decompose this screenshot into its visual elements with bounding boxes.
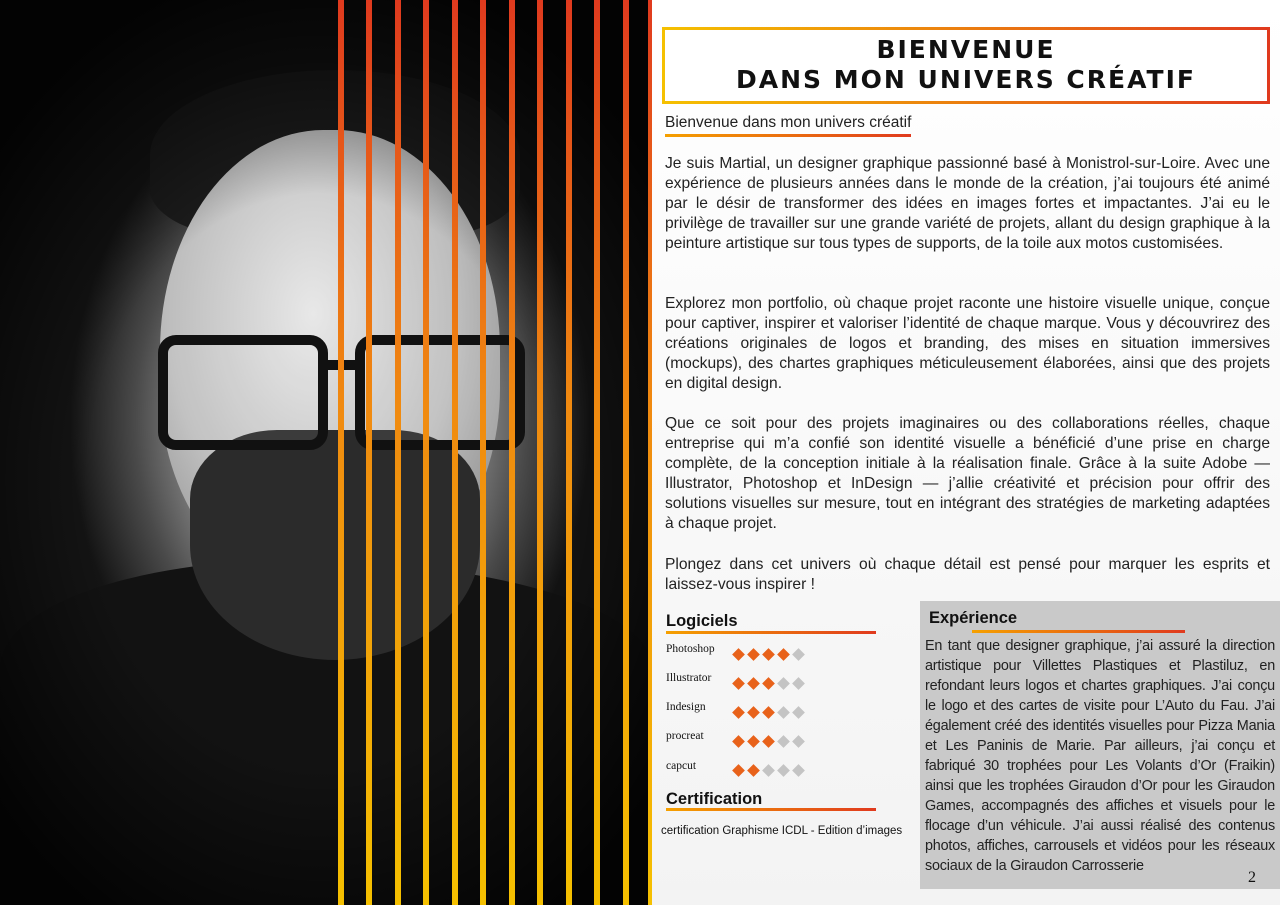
rating-diamond-empty bbox=[777, 677, 790, 690]
software-rating bbox=[732, 706, 805, 719]
rating-diamond-empty bbox=[792, 735, 805, 748]
software-heading: Logiciels bbox=[666, 612, 738, 630]
decorative-stripe bbox=[566, 0, 572, 905]
rating-diamond-empty bbox=[792, 677, 805, 690]
rating-diamond-filled bbox=[762, 706, 775, 719]
rating-diamond-empty bbox=[792, 764, 805, 777]
rating-diamond-filled bbox=[747, 677, 760, 690]
rating-diamond-filled bbox=[732, 648, 745, 661]
software-rating bbox=[732, 764, 805, 777]
rating-diamond-filled bbox=[747, 764, 760, 777]
software-name: capcut bbox=[666, 760, 697, 772]
software-rating bbox=[732, 677, 805, 690]
decorative-stripe bbox=[423, 0, 429, 905]
paragraph-closing: Plongez dans cet univers où chaque détail est pensé pour marquer les esprits et laissez-vous inspirer ! bbox=[665, 556, 1270, 593]
experience-heading: Expérience bbox=[929, 609, 1018, 627]
decorative-stripe bbox=[452, 0, 458, 905]
software-rating bbox=[732, 735, 805, 748]
software-rating bbox=[732, 648, 805, 661]
experience-box bbox=[920, 601, 1280, 889]
experience-text: En tant que designer graphique, j’ai assuré la direction artistique pour Villettes Plastiques et Plastiluz, en refondant leurs logos et chartes graphiques. J’ai conçu le logo et des cartes de visite pour L’Auto du Fau. J’ai également créé des identités visuelles pour Pizza Mania et Les Paninis de Marie. Par ailleurs, j’ai conçu et fabriqué 30 trophées pour Les Volants d’Or (Fraikin) ainsi que les trophées Giraudon d’Or pour les Giraudon Games, accompagnés des affiches et visuels pour le flocage d’un véhicule. J’ai aussi réalisé des contenus photos, affiches, carrousels et vidéos pour les réseaux sociaux de la Giraudon Carrosserie bbox=[925, 638, 1275, 874]
rating-diamond-empty bbox=[792, 706, 805, 719]
title-line-1: BIENVENUE bbox=[876, 35, 1056, 64]
paragraph-intro: Je suis Martial, un designer graphique passionné basé à Monistrol-sur-Loire. Avec une expérience de plusieurs années dans le monde de la création, j’ai toujours été animé par le désir de transformer des idées en images fortes et impactantes. J’ai eu le privilège de travailler sur une grande variété de projets, allant du design graphique à la peinture artistique sur tous types de supports, de la toile aux motos customisées. bbox=[665, 155, 1270, 252]
rating-diamond-empty bbox=[762, 764, 775, 777]
certification-text: certification Graphisme ICDL - Edition d’images bbox=[661, 825, 903, 837]
rating-diamond-filled bbox=[732, 735, 745, 748]
decorative-stripe bbox=[480, 0, 486, 905]
content-panel bbox=[652, 0, 1280, 905]
rating-diamond-filled bbox=[762, 735, 775, 748]
software-underline bbox=[666, 631, 876, 634]
software-name: procreat bbox=[666, 730, 704, 742]
rating-diamond-empty bbox=[792, 648, 805, 661]
rating-diamond-empty bbox=[777, 706, 790, 719]
experience-underline bbox=[972, 630, 1185, 633]
decorative-stripe bbox=[366, 0, 372, 905]
decorative-stripe bbox=[623, 0, 629, 905]
software-name: Indesign bbox=[666, 701, 706, 713]
decorative-stripe bbox=[594, 0, 600, 905]
rating-diamond-empty bbox=[777, 764, 790, 777]
rating-diamond-filled bbox=[732, 677, 745, 690]
rating-diamond-filled bbox=[732, 764, 745, 777]
title-line-2: DANS MON UNIVERS CRÉATIF bbox=[736, 65, 1196, 94]
title-box bbox=[662, 27, 1270, 104]
rating-diamond-filled bbox=[762, 648, 775, 661]
rating-diamond-filled bbox=[747, 735, 760, 748]
rating-diamond-filled bbox=[777, 648, 790, 661]
rating-diamond-filled bbox=[732, 706, 745, 719]
decorative-stripe bbox=[395, 0, 401, 905]
rating-diamond-empty bbox=[777, 735, 790, 748]
rating-diamond-filled bbox=[762, 677, 775, 690]
rating-diamond-filled bbox=[747, 706, 760, 719]
paragraph-collaborations: Que ce soit pour des projets imaginaires ou des collaborations réelles, chaque entreprise qui m’a confié son identité visuelle a bénéficié d’une prise en charge complète, de la conception initiale à la réalisation finale. Grâce à la suite Adobe — Illustrator, Photoshop et InDesign — j’allie créativité et précision pour offrir des solutions visuelles sur mesure, tout en intégrant des stratégies de marketing adaptées à chaque projet. bbox=[665, 415, 1270, 532]
rating-diamond-filled bbox=[747, 648, 760, 661]
page-number: 2 bbox=[1248, 869, 1256, 886]
paragraph-portfolio: Explorez mon portfolio, où chaque projet raconte une histoire visuelle unique, conçue pour captiver, inspirer et valoriser l’identité de chaque marque. Vous y découvrirez des créations originales de logos et branding, des mises en situation immersives (mockups), des chartes graphiques méticuleusement élaborées, ainsi que des projets en digital design. bbox=[665, 295, 1270, 392]
decorative-stripe bbox=[338, 0, 344, 905]
decorative-stripe bbox=[537, 0, 543, 905]
certification-heading: Certification bbox=[666, 790, 763, 808]
software-name: Illustrator bbox=[666, 672, 712, 684]
intro-subtitle: Bienvenue dans mon univers créatif bbox=[665, 114, 911, 137]
certification-underline bbox=[666, 808, 876, 811]
software-name: Photoshop bbox=[666, 643, 715, 655]
decorative-stripe bbox=[509, 0, 515, 905]
